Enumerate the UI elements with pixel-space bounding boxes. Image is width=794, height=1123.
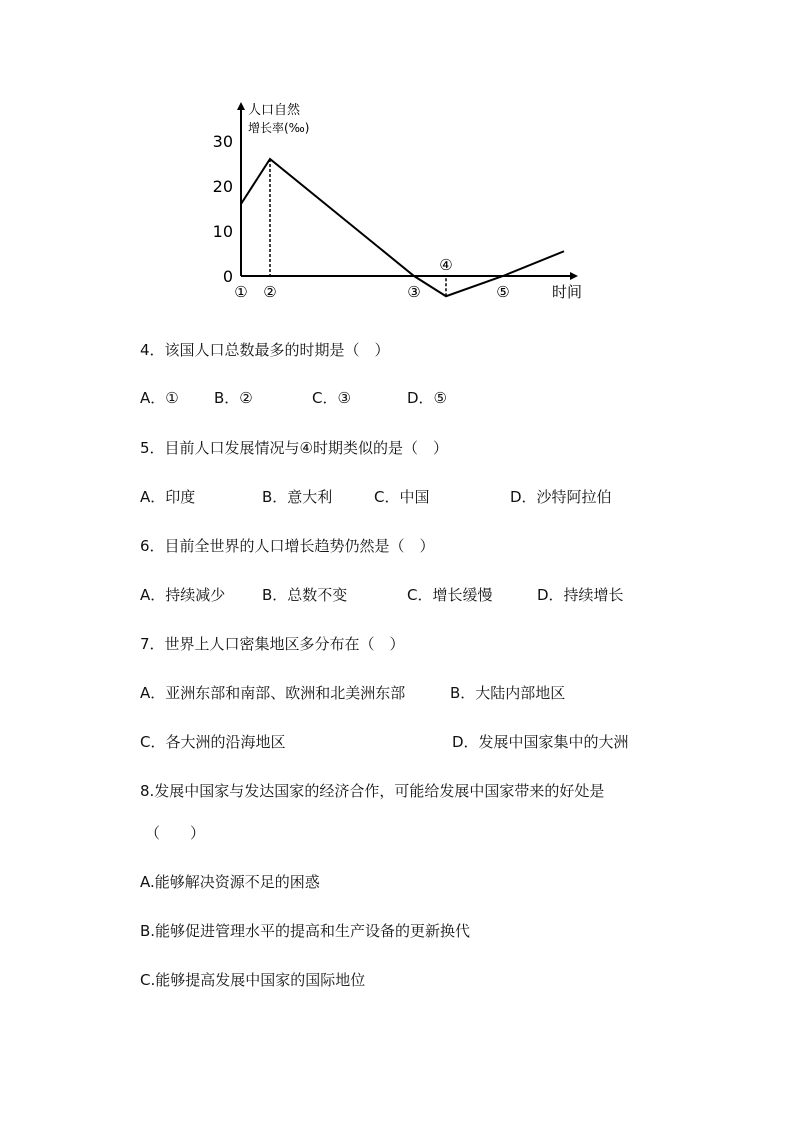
q6-option-a: A．持续减少 bbox=[140, 586, 226, 604]
q7-option-a: A．亚洲东部和南部、欧洲和北美洲东部 bbox=[140, 684, 406, 702]
question-5: 5．目前人口发展情况与④时期类似的是（ ） bbox=[140, 439, 448, 457]
population-growth-chart bbox=[200, 92, 600, 307]
q5-option-a: A．印度 bbox=[140, 488, 196, 506]
q4-option-a: A．① bbox=[140, 389, 179, 407]
q8-answer-paren: （ ） bbox=[145, 824, 206, 842]
question-8: 8.发展中国家与发达国家的经济合作，可能给发展中国家带来的好处是 bbox=[140, 782, 605, 800]
q5-option-c: C．中国 bbox=[374, 488, 430, 506]
x-marker-label: ⑤ bbox=[496, 283, 510, 301]
q6-option-d: D．持续增长 bbox=[537, 586, 624, 604]
x-marker-label: ③ bbox=[407, 283, 421, 301]
q7-option-c: C．各大洲的沿海地区 bbox=[140, 733, 286, 751]
q8-option-a: A.能够解决资源不足的困惑 bbox=[140, 873, 320, 891]
y-axis-label-line1: 人口自然 bbox=[248, 103, 301, 118]
x-marker-label: ④ bbox=[439, 256, 453, 274]
question-4: 4．该国人口总数最多的时期是（ ） bbox=[140, 341, 390, 359]
q5-option-b: B．意大利 bbox=[262, 488, 333, 506]
q7-option-b: B．大陆内部地区 bbox=[450, 684, 566, 702]
x-axis-arrow bbox=[570, 272, 578, 280]
y-tick-label: 20 bbox=[212, 177, 233, 196]
q8-option-c: C.能够提高发展中国家的国际地位 bbox=[140, 971, 366, 989]
q4-option-b: B．② bbox=[214, 389, 253, 407]
y-tick-label: 30 bbox=[212, 132, 233, 151]
y-axis-label-line2: 增长率(‰) bbox=[248, 121, 310, 135]
y-tick-label: 10 bbox=[212, 222, 233, 241]
y-tick-label: 0 bbox=[222, 267, 233, 286]
q6-option-c: C．增长缓慢 bbox=[407, 586, 493, 604]
q4-option-d: D．⑤ bbox=[407, 389, 447, 407]
x-axis-label: 时间 bbox=[552, 283, 583, 301]
chart-svg bbox=[200, 92, 600, 307]
question-7: 7．世界上人口密集地区多分布在（ ） bbox=[140, 635, 405, 653]
q6-option-b: B．总数不变 bbox=[262, 586, 348, 604]
q8-option-b: B.能够促进管理水平的提高和生产设备的更新换代 bbox=[140, 922, 471, 940]
x-marker-label: ① bbox=[234, 283, 248, 301]
q7-option-d: D．发展中国家集中的大洲 bbox=[452, 733, 629, 751]
x-marker-label: ② bbox=[263, 283, 277, 301]
y-axis-arrow bbox=[237, 102, 245, 110]
question-6: 6．目前全世界的人口增长趋势仍然是（ ） bbox=[140, 537, 435, 555]
q5-option-d: D．沙特阿拉伯 bbox=[510, 488, 612, 506]
q4-option-c: C．③ bbox=[312, 389, 351, 407]
